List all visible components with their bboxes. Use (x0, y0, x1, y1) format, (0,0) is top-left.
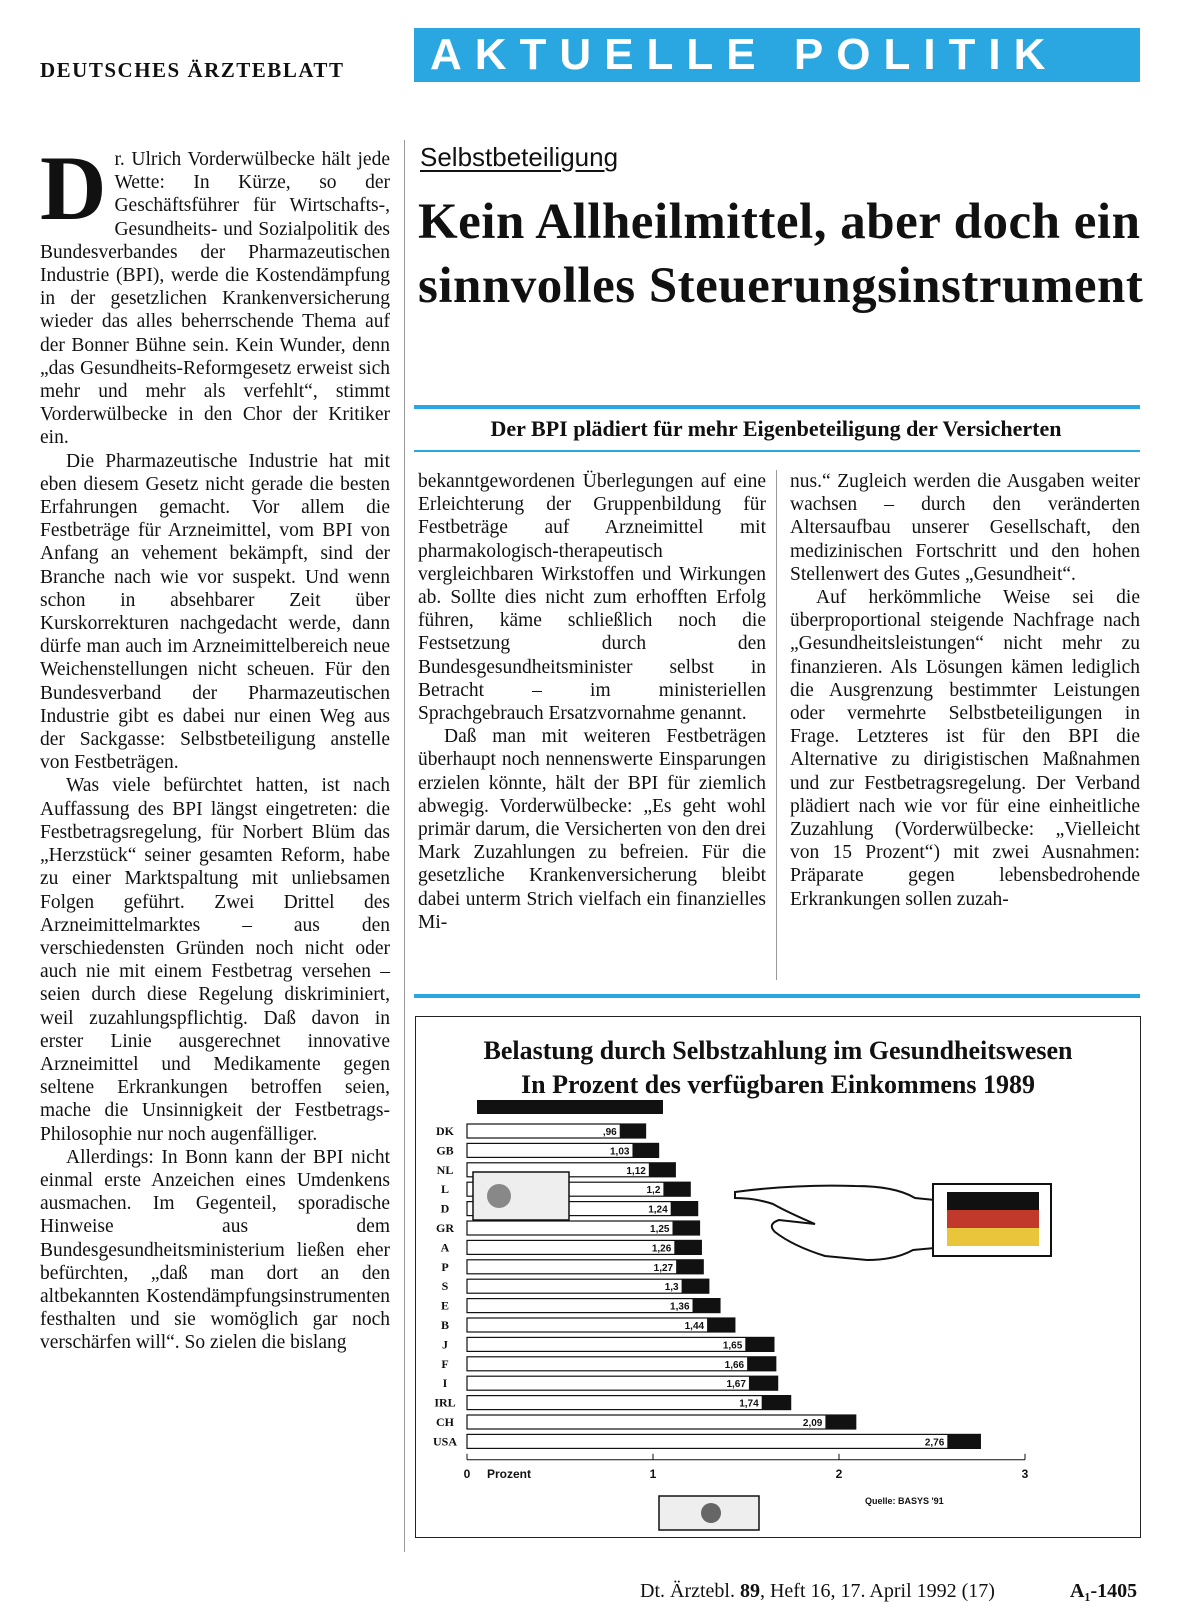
bar (749, 1376, 778, 1390)
bar (707, 1318, 735, 1332)
data-label: 1,44 (684, 1321, 705, 1332)
data-label: 1,36 (670, 1301, 690, 1313)
data-label: 1,27 (653, 1262, 674, 1274)
data-label: 1,25 (650, 1224, 670, 1235)
masthead: DEUTSCHES ÄRZTEBLATT (40, 58, 345, 82)
data-label: 1,3 (664, 1282, 679, 1294)
category-label: D (440, 1201, 450, 1216)
paragraph-7: nus.“ Zugleich werden die Ausgaben weiter wachsen – durch den veränderten Altersaufbau unserer Gesellschaft, den medizinischen Fortschritt und den hohen Stellenwert des Gutes „Gesundheit“. (790, 471, 1140, 585)
x-axis-label: Prozent (487, 1466, 532, 1481)
bar (620, 1124, 646, 1138)
column-divider (776, 470, 777, 980)
rule-top (414, 405, 1140, 409)
paragraph-2: Die Pharmazeutische Industrie hat mit eben diesem Gesetz nicht gerade die besten Erfahrungen gemacht. Vor allem die Festbeträge für Arzneimittel, vom BPI von Anfang an vehement bekämpft, sind der Branche nach wie vor suspekt. Und wenn schon in absehbarer Zeit über Kurskorrekturen nachgedacht werde, dann dürfe man auch im Arzneimittelbereich neue Weichenstellungen nicht scheuen. Für den Bundesverband der Pharmazeutischen Industrie gibt es dabei nur einen Weg aus der Sackgasse: Selbstbeteiligung anstelle von Festbeträgen. (40, 450, 390, 774)
column-divider (404, 140, 405, 1552)
bar (632, 1143, 658, 1157)
category-label: L (440, 1182, 450, 1197)
drop-cap: D (40, 137, 107, 239)
x-tick-label: 2 (835, 1466, 843, 1481)
bar (671, 1202, 698, 1216)
category-label: GR (436, 1221, 454, 1235)
category-label: J (442, 1337, 448, 1352)
data-label: 1,65 (722, 1340, 743, 1352)
bar-chart (415, 1100, 1139, 1540)
headline: Kein Allheilmittel, aber doch ein sinnvolles Steuerungsinstrument (418, 194, 1144, 314)
page-number: A₁-1405 (1070, 1580, 1138, 1602)
category-label: GB (436, 1143, 454, 1158)
category-label: USA (432, 1434, 458, 1449)
paragraph-8: Auf herkömmliche Weise sei die überproportional steigende Nachfrage nach „Gesundheitsleistungen“ nicht mehr zu finanzieren. Als Lösungen kämen lediglich die Ausgrenzung bestimmter Leistungen oder vermehrte Selbstbeteiligungen in Frage. Letzteres ist für den BPI die Alternative zu dirigistischen Maßnahmen und zur Festbetragsregelung. Der Verband plädiert nach wie vor für eine einheitliche Zuzahlung (Vorderwülbecke: „Vielleicht von 15 Prozent“) mit zwei Ausnahmen: Präparate gegen lebensbedrohende Erkrankungen sollen zuzah- (790, 587, 1140, 910)
subtitle: Der BPI plädiert für mehr Eigenbeteiligung der Versicherten (490, 416, 1062, 441)
category-label: I (442, 1376, 448, 1391)
data-label: 2,76 (924, 1437, 945, 1449)
journal-name: Dt. Ärztebl. (640, 1580, 735, 1602)
data-label: 1,74 (739, 1398, 759, 1410)
bar-outline (467, 1415, 856, 1429)
category-label: P (441, 1259, 449, 1274)
data-label: 1,2 (646, 1185, 661, 1197)
data-label: 1,24 (648, 1204, 668, 1216)
flag-stripe-black (947, 1192, 1039, 1210)
x-tick-label: 3 (1021, 1466, 1029, 1481)
paragraph-5: bekanntgewordenen Überlegungen auf eine Erleichterung der Gruppenbildung für Festbeträge auf Arzneimittel mit pharmakologisch-therapeutisch vergleichbaren Wirkstoffen und Wirkungen ab. Sollte dies nicht zum erhofften Erfolg führen, käme schließlich noch die Festsetzung durch den Bundesgesundheitsminister selbst in Betracht – im ministeriellen Sprachgebrauch Ersatzvornahme genannt. (418, 471, 766, 725)
x-tick-label: 0 (463, 1466, 471, 1481)
data-label: 1,12 (626, 1165, 646, 1177)
rule-chart (414, 994, 1140, 998)
bar (747, 1357, 776, 1371)
paragraph-1-text: r. Ulrich Vorderwülbecke hält jede Wette: In Kürze, so der Geschäftsführer für Wirtschafts-, Gesundheits- und Sozialpolitik des Bundesverbandes der Pharmazeutischen Industrie (BPI), werde die Kostendämpfung in der gesetzlichen Krankenversicherung wieder das alles beherrschende Thema auf der Bonner Bühne sein. Kein Wunder, denn „das Gesundheits-Reformgesetz erweist sich mehr und mehr als verfehlt“, stimmt Vorderwülbecke in den Chor der Kritiker ein. (40, 149, 390, 449)
paragraph-4: Allerdings: In Bonn kann der BPI nicht einmal erste Anzeichen eines Umdenkens ausmachen. Im Gegenteil, sporadische Hinweise aus dem Bundesgesundheitsministerium ließen eher befürchten, „daß man dort an den altbekannten Kostendämpfungsinstrumenten festhalten und sie womöglich gar noch verschärfen will“. So zielen die bislang (40, 1146, 390, 1354)
column-1 (40, 137, 390, 1355)
chart-title: Belastung durch Selbstzahlung im Gesundheitswesen (483, 1036, 1073, 1065)
flag-stripe-gold (947, 1228, 1039, 1246)
flag-stripe-red (947, 1210, 1039, 1228)
bar (674, 1240, 701, 1254)
data-label: 1,66 (724, 1359, 745, 1371)
category-label: CH (436, 1415, 454, 1429)
data-label: 1,03 (609, 1146, 630, 1158)
paragraph-1 (40, 137, 390, 450)
data-label: 1,26 (651, 1243, 672, 1255)
category-label: A (440, 1240, 450, 1255)
section-title: AKTUELLE POLITIK (430, 30, 1059, 79)
bar (682, 1279, 709, 1293)
data-label: 2,09 (802, 1418, 823, 1429)
banknote-seal (487, 1184, 511, 1208)
bar (676, 1260, 703, 1274)
category-label: DK (436, 1124, 454, 1138)
footer-citation (640, 1580, 995, 1603)
data-label: 1,67 (726, 1379, 746, 1391)
bar (693, 1299, 720, 1313)
source-note: Quelle: BASYS '91 (865, 1495, 944, 1506)
category-label: E (440, 1298, 450, 1313)
category-label: S (441, 1279, 449, 1294)
category-label: B (440, 1318, 450, 1332)
paragraph-3: Was viele befürchtet hatten, ist nach Auffassung des BPI längst eingetreten: die Festbetragsregelung, für Norbert Blüm das „Herzstück“ seiner gesamten Reform, habe zu einer Marktspaltung mit unliebsamen Folgen geführt. Zwei Drittel des Arzneimittelmarktes – aus den verschiedensten Gründen noch nicht oder auch nie mit einem Festbetrag versehen – seien durch diese Regelung diskriminiert, weil zuzahlungspflichtig. Daß davon in erster Linie ausgerechnet innovative Arzneimittel und Medikamente gegen seltene Erkrankungen betroffen seien, mache die Unsinnigkeit der Festbetrags-Philosophie nur noch augenfälliger. (40, 775, 390, 1145)
volume: 89 (739, 1580, 760, 1602)
bar-outline (467, 1143, 659, 1157)
column-3 (790, 470, 1140, 911)
bar (745, 1337, 774, 1351)
category-label: F (441, 1356, 449, 1371)
bar (649, 1163, 675, 1177)
paragraph-6: Daß man mit weiteren Festbeträgen überhaupt noch nennenswerte Einsparungen erzielen könnte, hält der BPI für ziemlich abwegig. Vorderwülbecke: „Es geht wohl primär darum, die Versicherten von den drei Mark Zuzahlungen zu befreien. Für die gesetzliche Krankenversicherung bleibt dabei unterm Strich vielfach ein finanzielles Mi- (418, 726, 766, 933)
data-label: ,96 (602, 1127, 617, 1138)
hand-icon (735, 1186, 935, 1260)
kicker: Selbstbeteiligung (420, 142, 619, 172)
bar (825, 1415, 855, 1429)
bar-outline (467, 1434, 980, 1448)
bar (673, 1221, 700, 1235)
banknote-portrait (701, 1503, 721, 1523)
x-tick-label: 1 (649, 1466, 657, 1481)
bar-outline (467, 1124, 646, 1138)
column-2 (418, 470, 766, 934)
bar (762, 1396, 791, 1410)
bar (947, 1434, 980, 1448)
rule-mid (414, 450, 1140, 452)
decor-bar (477, 1100, 663, 1114)
category-label: NL (436, 1162, 454, 1177)
bar (663, 1182, 690, 1196)
category-label: IRL (434, 1395, 456, 1410)
issue-info: , Heft 16, 17. April 1992 (17) (759, 1580, 995, 1602)
chart-subtitle: In Prozent des verfügbaren Einkommens 1989 (521, 1070, 1035, 1099)
